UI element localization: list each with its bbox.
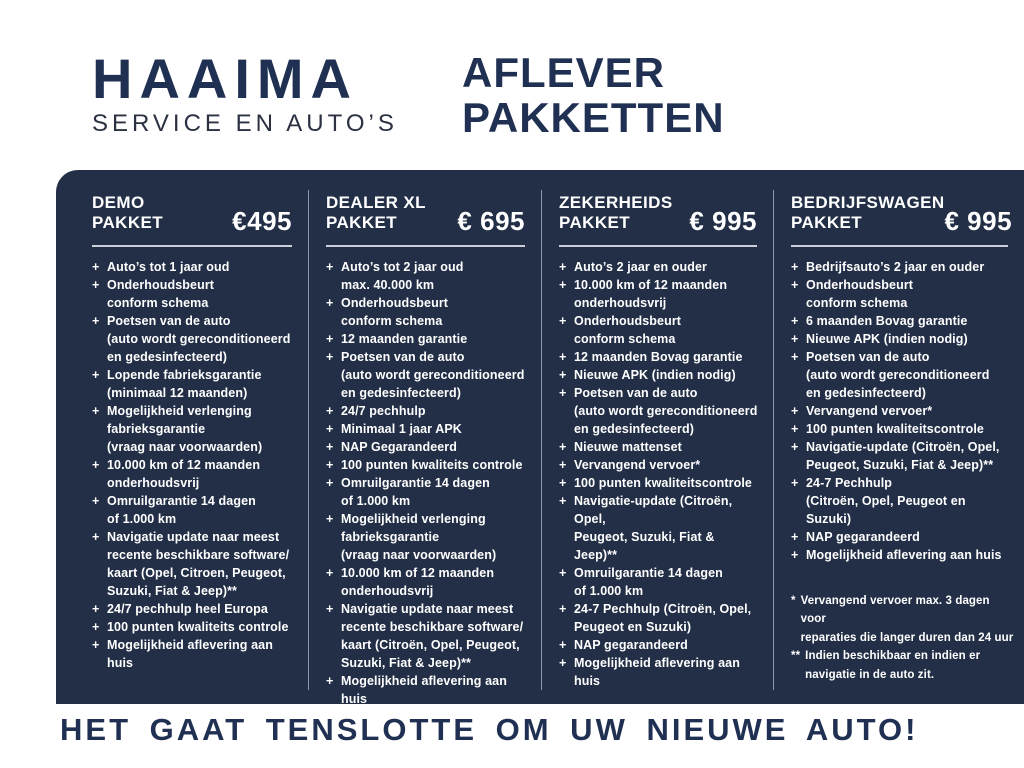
package-item-text: [107, 636, 296, 672]
package-item-text: [574, 348, 743, 366]
package-item: [791, 348, 1012, 402]
package-item-text: [107, 258, 229, 276]
package-item: [92, 618, 296, 636]
title-rule: [559, 245, 757, 247]
package-item-text: [806, 420, 984, 438]
page-title-line2: PAKKETTEN: [462, 94, 725, 141]
plus-bullet: +: [791, 548, 799, 562]
package-item-line: NAP Gegarandeerd: [341, 440, 457, 454]
package-item: [559, 636, 761, 654]
package-item-line: conform schema: [574, 332, 676, 346]
package-item-line: fabrieksgarantie: [341, 530, 440, 544]
package-item-line: fabrieksgarantie: [107, 422, 206, 436]
plus-bullet: +: [559, 350, 567, 364]
plus-bullet: +: [326, 332, 334, 346]
package-item-text: [574, 438, 682, 456]
plus-bullet: +: [92, 494, 100, 508]
package-item-text: [107, 312, 290, 366]
plus-bullet: +: [559, 368, 567, 382]
page-title-line1: AFLEVER: [462, 49, 666, 96]
package-item-line: Poetsen van de auto: [806, 350, 930, 364]
plus-bullet: +: [326, 296, 334, 310]
plus-bullet: +: [791, 422, 799, 436]
package-name-line: DEMO: [92, 193, 145, 212]
package-item-line: Navigatie-update (Citroën, Opel,: [574, 494, 733, 526]
package-item-line: Omruilgarantie 14 dagen: [107, 494, 256, 508]
package-item: [791, 420, 1012, 438]
package-item-text: [806, 348, 989, 402]
footnote-marker: **: [791, 650, 801, 662]
package-item-text: [574, 654, 761, 690]
package-item-line: Peugeot, Suzuki, Fiat & Jeep)**: [574, 530, 715, 562]
package-item-text: [806, 330, 968, 348]
footnote-line: reparaties die langer duren dan 24 uur: [800, 631, 1014, 644]
plus-bullet: +: [791, 530, 799, 544]
package-item-list: [559, 258, 761, 690]
package-item-line: 100 punten kwaliteits controle: [341, 458, 523, 472]
package-item-text: [107, 366, 262, 402]
package-item-line: en gedesinfecteerd): [341, 386, 461, 400]
package-item-list: [326, 258, 529, 708]
package-item-text: [341, 420, 462, 438]
package-item-line: kaart (Opel, Citroen, Peugeot,: [107, 566, 286, 580]
package-item: [791, 546, 1012, 564]
package-item-text: [806, 438, 1000, 474]
package-item-text: [574, 384, 757, 438]
package-item-line: Navigatie update naar meest: [341, 602, 514, 616]
package-column: [56, 170, 308, 704]
plus-bullet: +: [791, 332, 799, 346]
brand-subtitle: SERVICE EN AUTO’S: [92, 110, 398, 137]
plus-bullet: +: [791, 476, 799, 490]
package-item: [559, 438, 761, 456]
footnotes: [791, 592, 1016, 685]
package-item: [92, 276, 296, 312]
package-item-line: Onderhoudsbeurt: [574, 314, 682, 328]
package-item-text: [806, 546, 1002, 564]
package-item-line: NAP gegarandeerd: [574, 638, 688, 652]
package-item-line: Mogelijkheid aflevering aan huis: [341, 674, 507, 706]
package-item: [326, 258, 529, 294]
plus-bullet: +: [559, 602, 567, 616]
package-item-line: en gedesinfecteerd): [806, 386, 926, 400]
package-item-line: Vervangend vervoer*: [806, 404, 933, 418]
plus-bullet: +: [92, 314, 100, 328]
package-item-line: max. 40.000 km: [341, 278, 435, 292]
package-item: [326, 348, 529, 402]
package-item: [326, 330, 529, 348]
package-item-line: 10.000 km of 12 maanden: [574, 278, 728, 292]
package-item-line: Mogelijkheid aflevering aan huis: [574, 656, 740, 688]
plus-bullet: +: [92, 278, 100, 292]
package-item-line: Navigatie update naar meest: [107, 530, 280, 544]
package-item-line: 24-7 Pechhulp (Citroën, Opel,: [574, 602, 752, 616]
package-item-line: Vervangend vervoer*: [574, 458, 701, 472]
package-item-text: [574, 456, 700, 474]
footnote-line: Vervangend vervoer max. 3 dagen voor: [800, 594, 990, 625]
plus-bullet: +: [559, 638, 567, 652]
package-header: [92, 192, 296, 236]
plus-bullet: +: [559, 476, 567, 490]
package-item-text: [574, 312, 681, 348]
package-item-line: conform schema: [107, 296, 209, 310]
package-item-line: Mogelijkheid verlenging: [107, 404, 252, 418]
footnote-marker: *: [791, 594, 796, 607]
package-item-line: of 1.000 km: [341, 494, 411, 508]
package-item: [559, 474, 761, 492]
package-item-text: [341, 510, 496, 564]
package-item: [559, 492, 761, 564]
package-item-line: 10.000 km of 12 maanden: [341, 566, 495, 580]
package-item-text: [574, 258, 707, 276]
plus-bullet: +: [326, 512, 334, 526]
plus-bullet: +: [559, 566, 567, 580]
package-item-line: 100 punten kwaliteitscontrole: [574, 476, 752, 490]
package-item: [559, 564, 761, 600]
package-item-text: [107, 528, 289, 600]
package-item-list: [92, 258, 296, 672]
package-item-text: [341, 402, 426, 420]
package-item: [92, 366, 296, 402]
package-item-text: [574, 276, 727, 312]
package-item: [326, 510, 529, 564]
package-name-line: ZEKERHEIDS: [559, 193, 673, 212]
package-item-line: of 1.000 km: [107, 512, 177, 526]
plus-bullet: +: [92, 368, 100, 382]
package-item-line: (minimaal 12 maanden): [107, 386, 248, 400]
package-item-line: Omruilgarantie 14 dagen: [341, 476, 490, 490]
package-item-line: Nieuwe APK (indien nodig): [806, 332, 968, 346]
package-item-line: 24/7 pechhulp heel Europa: [107, 602, 268, 616]
package-name: [92, 193, 163, 233]
package-item: [559, 366, 761, 384]
package-item-line: onderhoudsvrij: [341, 584, 434, 598]
package-item-line: (auto wordt gereconditioneerd: [574, 404, 758, 418]
package-item-text: [806, 312, 967, 330]
tagline: HET GAAT TENSLOTTE OM UW NIEUWE AUTO!: [60, 712, 919, 747]
package-item-text: [341, 672, 529, 708]
package-item-line: Suzuki, Fiat & Jeep)**: [107, 584, 238, 598]
package-item-text: [574, 492, 761, 564]
footnote: [791, 647, 1016, 684]
package-name-line: DEALER XL: [326, 193, 426, 212]
package-item: [92, 492, 296, 528]
package-column: [773, 170, 1024, 704]
package-item-text: [341, 294, 448, 330]
package-name-line: PAKKET: [791, 213, 863, 232]
package-item-text: [806, 528, 920, 546]
package-item-text: [341, 330, 467, 348]
footnote-text: [801, 592, 1016, 648]
plus-bullet: +: [92, 260, 100, 274]
package-item: [791, 438, 1012, 474]
package-item: [559, 312, 761, 348]
package-item-line: recente beschikbare software/: [107, 548, 290, 562]
package-item-text: [107, 402, 262, 456]
plus-bullet: +: [326, 566, 334, 580]
package-item-line: Navigatie-update (Citroën, Opel,: [806, 440, 1000, 454]
package-item-line: (auto wordt gereconditioneerd: [107, 332, 291, 346]
plus-bullet: +: [326, 404, 334, 418]
package-item-text: [341, 474, 490, 510]
package-item-text: [107, 600, 268, 618]
package-item-line: Auto’s 2 jaar en ouder: [574, 260, 708, 274]
package-item: [92, 258, 296, 276]
package-item-line: (vraag naar voorwaarden): [107, 440, 263, 454]
package-item-line: 24-7 Pechhulp: [806, 476, 893, 490]
plus-bullet: +: [92, 404, 100, 418]
package-item: [92, 636, 296, 672]
package-item: [791, 330, 1012, 348]
package-item: [559, 258, 761, 276]
package-item-line: of 1.000 km: [574, 584, 644, 598]
plus-bullet: +: [326, 350, 334, 364]
package-item: [92, 456, 296, 492]
package-item-line: Auto’s tot 1 jaar oud: [107, 260, 230, 274]
package-item-list: [791, 258, 1012, 564]
plus-bullet: +: [92, 602, 100, 616]
package-item-text: [107, 276, 214, 312]
plus-bullet: +: [559, 260, 567, 274]
package-price: € 995: [944, 206, 1013, 236]
package-item: [326, 474, 529, 510]
package-item-text: [341, 258, 463, 294]
package-item-line: onderhoudsvrij: [107, 476, 200, 490]
package-item-line: Omruilgarantie 14 dagen: [574, 566, 723, 580]
package-item: [559, 654, 761, 690]
package-item: [559, 276, 761, 312]
package-item: [791, 402, 1012, 420]
package-item-line: 6 maanden Bovag garantie: [806, 314, 968, 328]
package-item-line: Auto’s tot 2 jaar oud: [341, 260, 464, 274]
plus-bullet: +: [791, 260, 799, 274]
package-item: [326, 456, 529, 474]
package-item-text: [574, 564, 723, 600]
package-header: [326, 192, 529, 236]
package-column: [308, 170, 541, 704]
package-item-text: [341, 348, 524, 402]
package-item: [791, 528, 1012, 546]
package-item-line: (Citroën, Opel, Peugeot en Suzuki): [806, 494, 966, 526]
plus-bullet: +: [791, 350, 799, 364]
package-item-line: Peugeot en Suzuki): [574, 620, 692, 634]
package-name-line: PAKKET: [92, 213, 164, 232]
package-item-line: en gedesinfecteerd): [574, 422, 694, 436]
package-item-line: Poetsen van de auto: [341, 350, 465, 364]
package-name-line: PAKKET: [559, 213, 631, 232]
package-item: [559, 600, 761, 636]
plus-bullet: +: [326, 602, 334, 616]
package-item-line: (vraag naar voorwaarden): [341, 548, 497, 562]
package-item-line: (auto wordt gereconditioneerd: [806, 368, 990, 382]
package-item-text: [341, 456, 523, 474]
plus-bullet: +: [791, 404, 799, 418]
plus-bullet: +: [92, 620, 100, 634]
plus-bullet: +: [326, 422, 334, 436]
package-item-text: [341, 438, 457, 456]
brand-logo: [92, 47, 398, 138]
package-price: € 995: [689, 206, 757, 236]
package-item-text: [806, 474, 1012, 528]
package-item-line: recente beschikbare software/: [341, 620, 524, 634]
plus-bullet: +: [559, 458, 567, 472]
package-column: [541, 170, 773, 704]
package-item-line: 100 punten kwaliteitscontrole: [806, 422, 984, 436]
package-item-line: kaart (Citroën, Opel, Peugeot,: [341, 638, 520, 652]
package-item-line: 24/7 pechhulp: [341, 404, 426, 418]
package-item: [326, 420, 529, 438]
package-item-line: 12 maanden garantie: [341, 332, 468, 346]
package-item: [326, 600, 529, 672]
package-item: [326, 402, 529, 420]
package-item-line: Onderhoudsbeurt: [341, 296, 449, 310]
package-name: [559, 193, 673, 233]
plus-bullet: +: [791, 314, 799, 328]
package-item: [791, 474, 1012, 528]
package-item: [791, 258, 1012, 276]
package-item-line: Lopende fabrieksgarantie: [107, 368, 262, 382]
plus-bullet: +: [326, 260, 334, 274]
package-item-text: [806, 402, 932, 420]
title-rule: [326, 245, 525, 247]
brand-name: HAAIMA: [92, 47, 358, 110]
package-item-line: NAP gegarandeerd: [806, 530, 920, 544]
package-item-line: conform schema: [806, 296, 908, 310]
package-item: [791, 276, 1012, 312]
package-item: [559, 456, 761, 474]
package-price: € 695: [457, 206, 525, 236]
plus-bullet: +: [326, 440, 334, 454]
plus-bullet: +: [559, 656, 567, 670]
package-item-text: [574, 600, 751, 636]
package-item-text: [806, 276, 913, 312]
package-item: [92, 312, 296, 366]
package-item-line: Nieuwe mattenset: [574, 440, 682, 454]
package-item: [791, 312, 1012, 330]
package-item-line: 12 maanden Bovag garantie: [574, 350, 743, 364]
package-item-line: onderhoudsvrij: [574, 296, 667, 310]
packages-panel: [56, 170, 1024, 704]
package-item: [92, 528, 296, 600]
package-item-line: Peugeot, Suzuki, Fiat & Jeep)**: [806, 458, 994, 472]
page-title: [462, 50, 725, 140]
package-item-line: (auto wordt gereconditioneerd: [341, 368, 525, 382]
plus-bullet: +: [559, 314, 567, 328]
plus-bullet: +: [326, 458, 334, 472]
plus-bullet: +: [559, 494, 567, 508]
plus-bullet: +: [92, 638, 100, 652]
package-item: [326, 672, 529, 708]
package-name-line: PAKKET: [326, 213, 398, 232]
package-item-line: Nieuwe APK (indien nodig): [574, 368, 736, 382]
plus-bullet: +: [791, 278, 799, 292]
package-name: [326, 193, 426, 233]
title-rule: [791, 245, 1008, 247]
plus-bullet: +: [559, 278, 567, 292]
package-name: [791, 193, 945, 233]
package-item-text: [341, 564, 494, 600]
package-item-text: [574, 636, 688, 654]
package-item-line: Mogelijkheid verlenging: [341, 512, 486, 526]
footnote: [791, 592, 1016, 648]
package-item-line: Mogelijkheid aflevering aan huis: [107, 638, 273, 670]
package-item-text: [574, 474, 752, 492]
package-item: [326, 294, 529, 330]
package-header: [791, 192, 1013, 236]
package-price: €495: [232, 206, 292, 236]
package-item-line: Onderhoudsbeurt: [107, 278, 215, 292]
package-item-text: [107, 618, 289, 636]
package-item: [326, 438, 529, 456]
package-name-line: BEDRIJFSWAGEN: [791, 193, 945, 212]
plus-bullet: +: [326, 674, 334, 688]
package-item-line: conform schema: [341, 314, 443, 328]
package-item-line: Poetsen van de auto: [574, 386, 698, 400]
footnote-line: navigatie in de auto zit.: [805, 668, 935, 681]
package-header: [559, 192, 761, 236]
plus-bullet: +: [791, 440, 799, 454]
package-item-text: [574, 366, 736, 384]
package-item-text: [341, 600, 523, 672]
package-item-line: Suzuki, Fiat & Jeep)**: [341, 656, 472, 670]
package-item-line: Poetsen van de auto: [107, 314, 231, 328]
package-item-text: [107, 492, 256, 528]
plus-bullet: +: [92, 458, 100, 472]
package-item: [92, 600, 296, 618]
package-item-line: 10.000 km of 12 maanden: [107, 458, 261, 472]
package-item-line: Mogelijkheid aflevering aan huis: [806, 548, 1002, 562]
plus-bullet: +: [559, 440, 567, 454]
package-item-line: Minimaal 1 jaar APK: [341, 422, 462, 436]
package-item: [559, 348, 761, 366]
package-item: [326, 564, 529, 600]
package-item-line: en gedesinfecteerd): [107, 350, 227, 364]
title-rule: [92, 245, 292, 247]
footnote-text: [805, 647, 980, 684]
plus-bullet: +: [326, 476, 334, 490]
package-item: [559, 384, 761, 438]
footnote-line: Indien beschikbaar en indien er: [805, 650, 981, 662]
package-item-text: [107, 456, 260, 492]
package-item-line: Onderhoudsbeurt: [806, 278, 914, 292]
plus-bullet: +: [92, 530, 100, 544]
package-item-line: 100 punten kwaliteits controle: [107, 620, 289, 634]
package-item: [92, 402, 296, 456]
package-item-text: [806, 258, 984, 276]
plus-bullet: +: [559, 386, 567, 400]
package-item-line: Bedrijfsauto’s 2 jaar en ouder: [806, 260, 985, 274]
